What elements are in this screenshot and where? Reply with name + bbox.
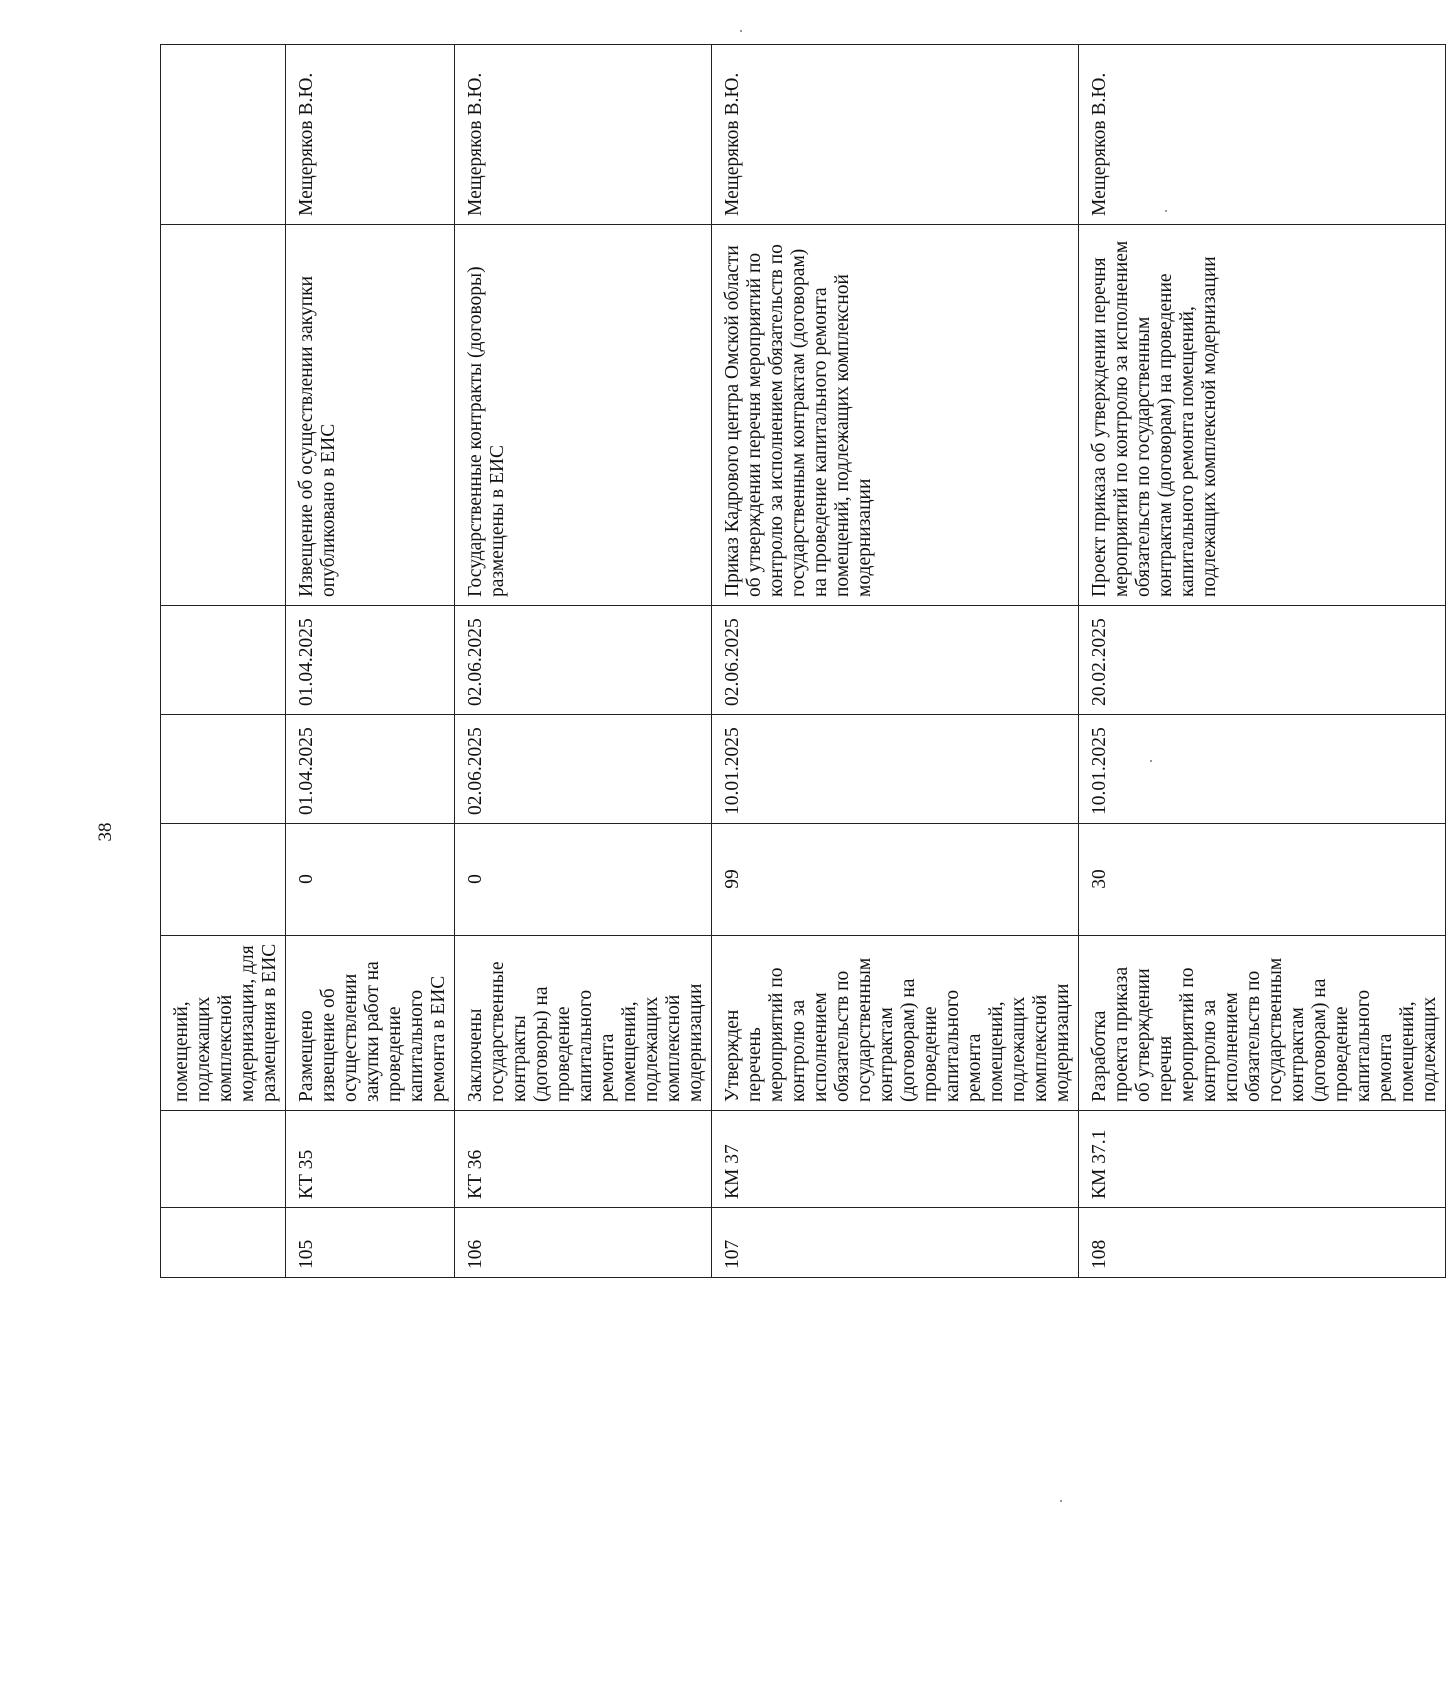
cell-title: Заключены государственные контракты (договоры) на проведение капитального ремонта помещений, подлежащих комплексной модернизации xyxy=(455,936,712,1111)
cell-start: 10.01.2025 xyxy=(712,715,1079,824)
cell-code: КТ 35 xyxy=(286,1111,455,1208)
cell-result: Извещение об осуществлении закупки опубликовано в ЕИС xyxy=(286,225,455,606)
cell-value xyxy=(161,824,286,936)
cell-title: Утвержден перечень мероприятий по контролю за исполнением обязательств по государственным контрактам (договорам) на проведение капитального ремонта помещений, подлежащих комплексной модернизации xyxy=(712,936,1079,1111)
cell-num: 106 xyxy=(455,1208,712,1278)
cell-end: 02.06.2025 xyxy=(455,606,712,715)
cell-result: Приказ Кадрового центра Омской области об утверждении перечня мероприятий по контролю за исполнением обязательств по государственным контрактам (договорам) на проведение капитального ремонта помещений, подлежащих комплексной модернизации xyxy=(712,225,1079,606)
cell-start: 01.04.2025 xyxy=(286,715,455,824)
scan-speck xyxy=(1060,1500,1062,1502)
cell-title: Размещено извещение об осуществлении закупки работ на проведение капитального ремонта в ЕИС xyxy=(286,936,455,1111)
cell-end: 01.04.2025 xyxy=(286,606,455,715)
cell-end xyxy=(161,606,286,715)
cell-value: 99 xyxy=(712,824,1079,936)
cell-responsible: Мещеряков В.Ю. xyxy=(1079,45,1446,225)
cell-start xyxy=(161,715,286,824)
cell-result: Государственные контракты (договоры) размещены в ЕИС xyxy=(455,225,712,606)
cell-num xyxy=(161,1208,286,1278)
table-row xyxy=(1079,45,1446,1278)
scan-speck xyxy=(1150,760,1152,762)
cell-code xyxy=(161,1111,286,1208)
table-row-continuation xyxy=(161,45,286,1278)
cell-num: 105 xyxy=(286,1208,455,1278)
cell-end: 02.06.2025 xyxy=(712,606,1079,715)
cell-end: 20.02.2025 xyxy=(1079,606,1446,715)
cell-title: Разработка проекта приказа об утверждении перечня мероприятий по контролю за исполнением обязательств по государственным контрактам (договорам) на проведение капитального ремонта помещений, подлежащих xyxy=(1079,936,1446,1111)
page-number: 38 xyxy=(95,822,116,842)
cell-value: 0 xyxy=(286,824,455,936)
cell-title: помещений, подлежащих комплексной модернизации, для размещения в ЕИС xyxy=(161,936,286,1111)
scan-speck xyxy=(1165,210,1167,212)
table-row xyxy=(712,45,1079,1278)
cell-responsible: Мещеряков В.Ю. xyxy=(455,45,712,225)
cell-result: Проект приказа об утверждении перечня мероприятий по контролю за исполнением обязательств по государственным контрактам (договорам) на проведение капитального ремонта помещений, подлежащих комплексной модернизации xyxy=(1079,225,1446,606)
cell-num: 108 xyxy=(1079,1208,1446,1278)
cell-num: 107 xyxy=(712,1208,1079,1278)
cell-start: 10.01.2025 xyxy=(1079,715,1446,824)
plan-table xyxy=(160,45,1440,1278)
table-row xyxy=(286,45,455,1278)
cell-value: 30 xyxy=(1079,824,1446,936)
cell-responsible: Мещеряков В.Ю. xyxy=(286,45,455,225)
table-row xyxy=(455,45,712,1278)
cell-value: 0 xyxy=(455,824,712,936)
cell-start: 02.06.2025 xyxy=(455,715,712,824)
cell-code: КМ 37.1 xyxy=(1079,1111,1446,1208)
scan-speck xyxy=(740,30,742,32)
cell-responsible: Мещеряков В.Ю. xyxy=(712,45,1079,225)
cell-code: КМ 37 xyxy=(712,1111,1079,1208)
cell-result xyxy=(161,225,286,606)
cell-responsible xyxy=(161,45,286,225)
cell-code: КТ 36 xyxy=(455,1111,712,1208)
